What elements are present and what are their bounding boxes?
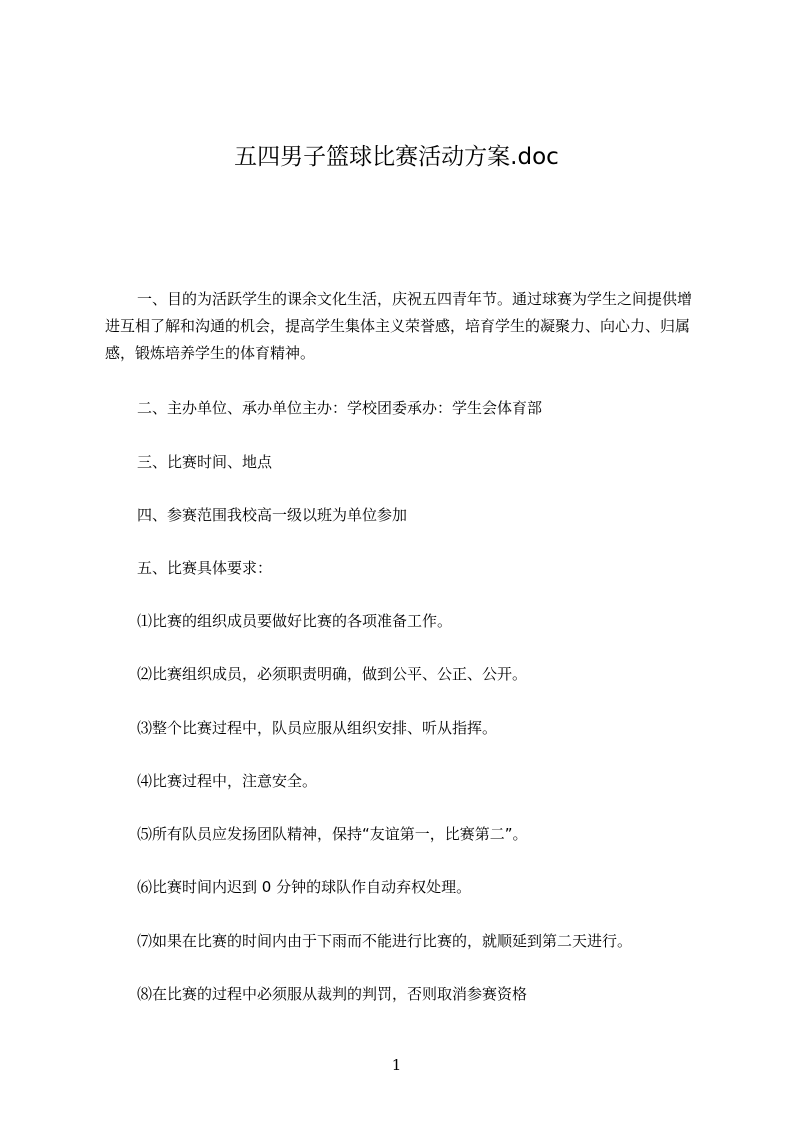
requirement-item-3: ⑶整个比赛过程中，队员应服从组织安排、听从指挥。 — [137, 719, 498, 737]
requirement-item-7: ⑺如果在比赛的时间内由于下雨而不能进行比赛的，就顺延到第二天进行。 — [137, 932, 633, 950]
requirement-item-8: ⑻在比赛的过程中必须服从裁判的判罚，否则取消参赛资格 — [137, 985, 528, 1003]
paragraph-time-location: 三、比赛时间、地点 — [137, 453, 273, 471]
paragraph-participants: 四、参赛范围我校高一级以班为单位参加 — [137, 506, 408, 524]
document-title: 五四男子篮球比赛活动方案.doc — [234, 144, 559, 170]
paragraph-purpose: 一、目的为活跃学生的课余文化生活，庆祝五四青年节。通过球赛为学生之间提供增进互相了解和沟通的机会，提高学生集体主义荣誉感，培育学生的凝聚力、向心力、归属感，锻炼培养学生的体育精神。 — [105, 290, 693, 362]
requirement-item-1: ⑴比赛的组织成员要做好比赛的各项准备工作。 — [137, 612, 453, 630]
paragraph-organizers: 二、主办单位、承办单位主办：学校团委承办：学生会体育部 — [137, 399, 543, 417]
requirement-item-6: ⑹比赛时间内迟到 0 分钟的球队作自动弃权处理。 — [137, 878, 472, 896]
requirement-item-4: ⑷比赛过程中，注意安全。 — [137, 772, 318, 790]
requirement-item-5: ⑸所有队员应发扬团队精神，保持“友谊第一，比赛第二”。 — [137, 825, 528, 843]
paragraph-requirements-heading: 五、比赛具体要求： — [137, 559, 273, 577]
requirement-item-2: ⑵比赛组织成员，必须职责明确，做到公平、公正、公开。 — [137, 665, 528, 683]
page-number: 1 — [391, 1056, 402, 1074]
